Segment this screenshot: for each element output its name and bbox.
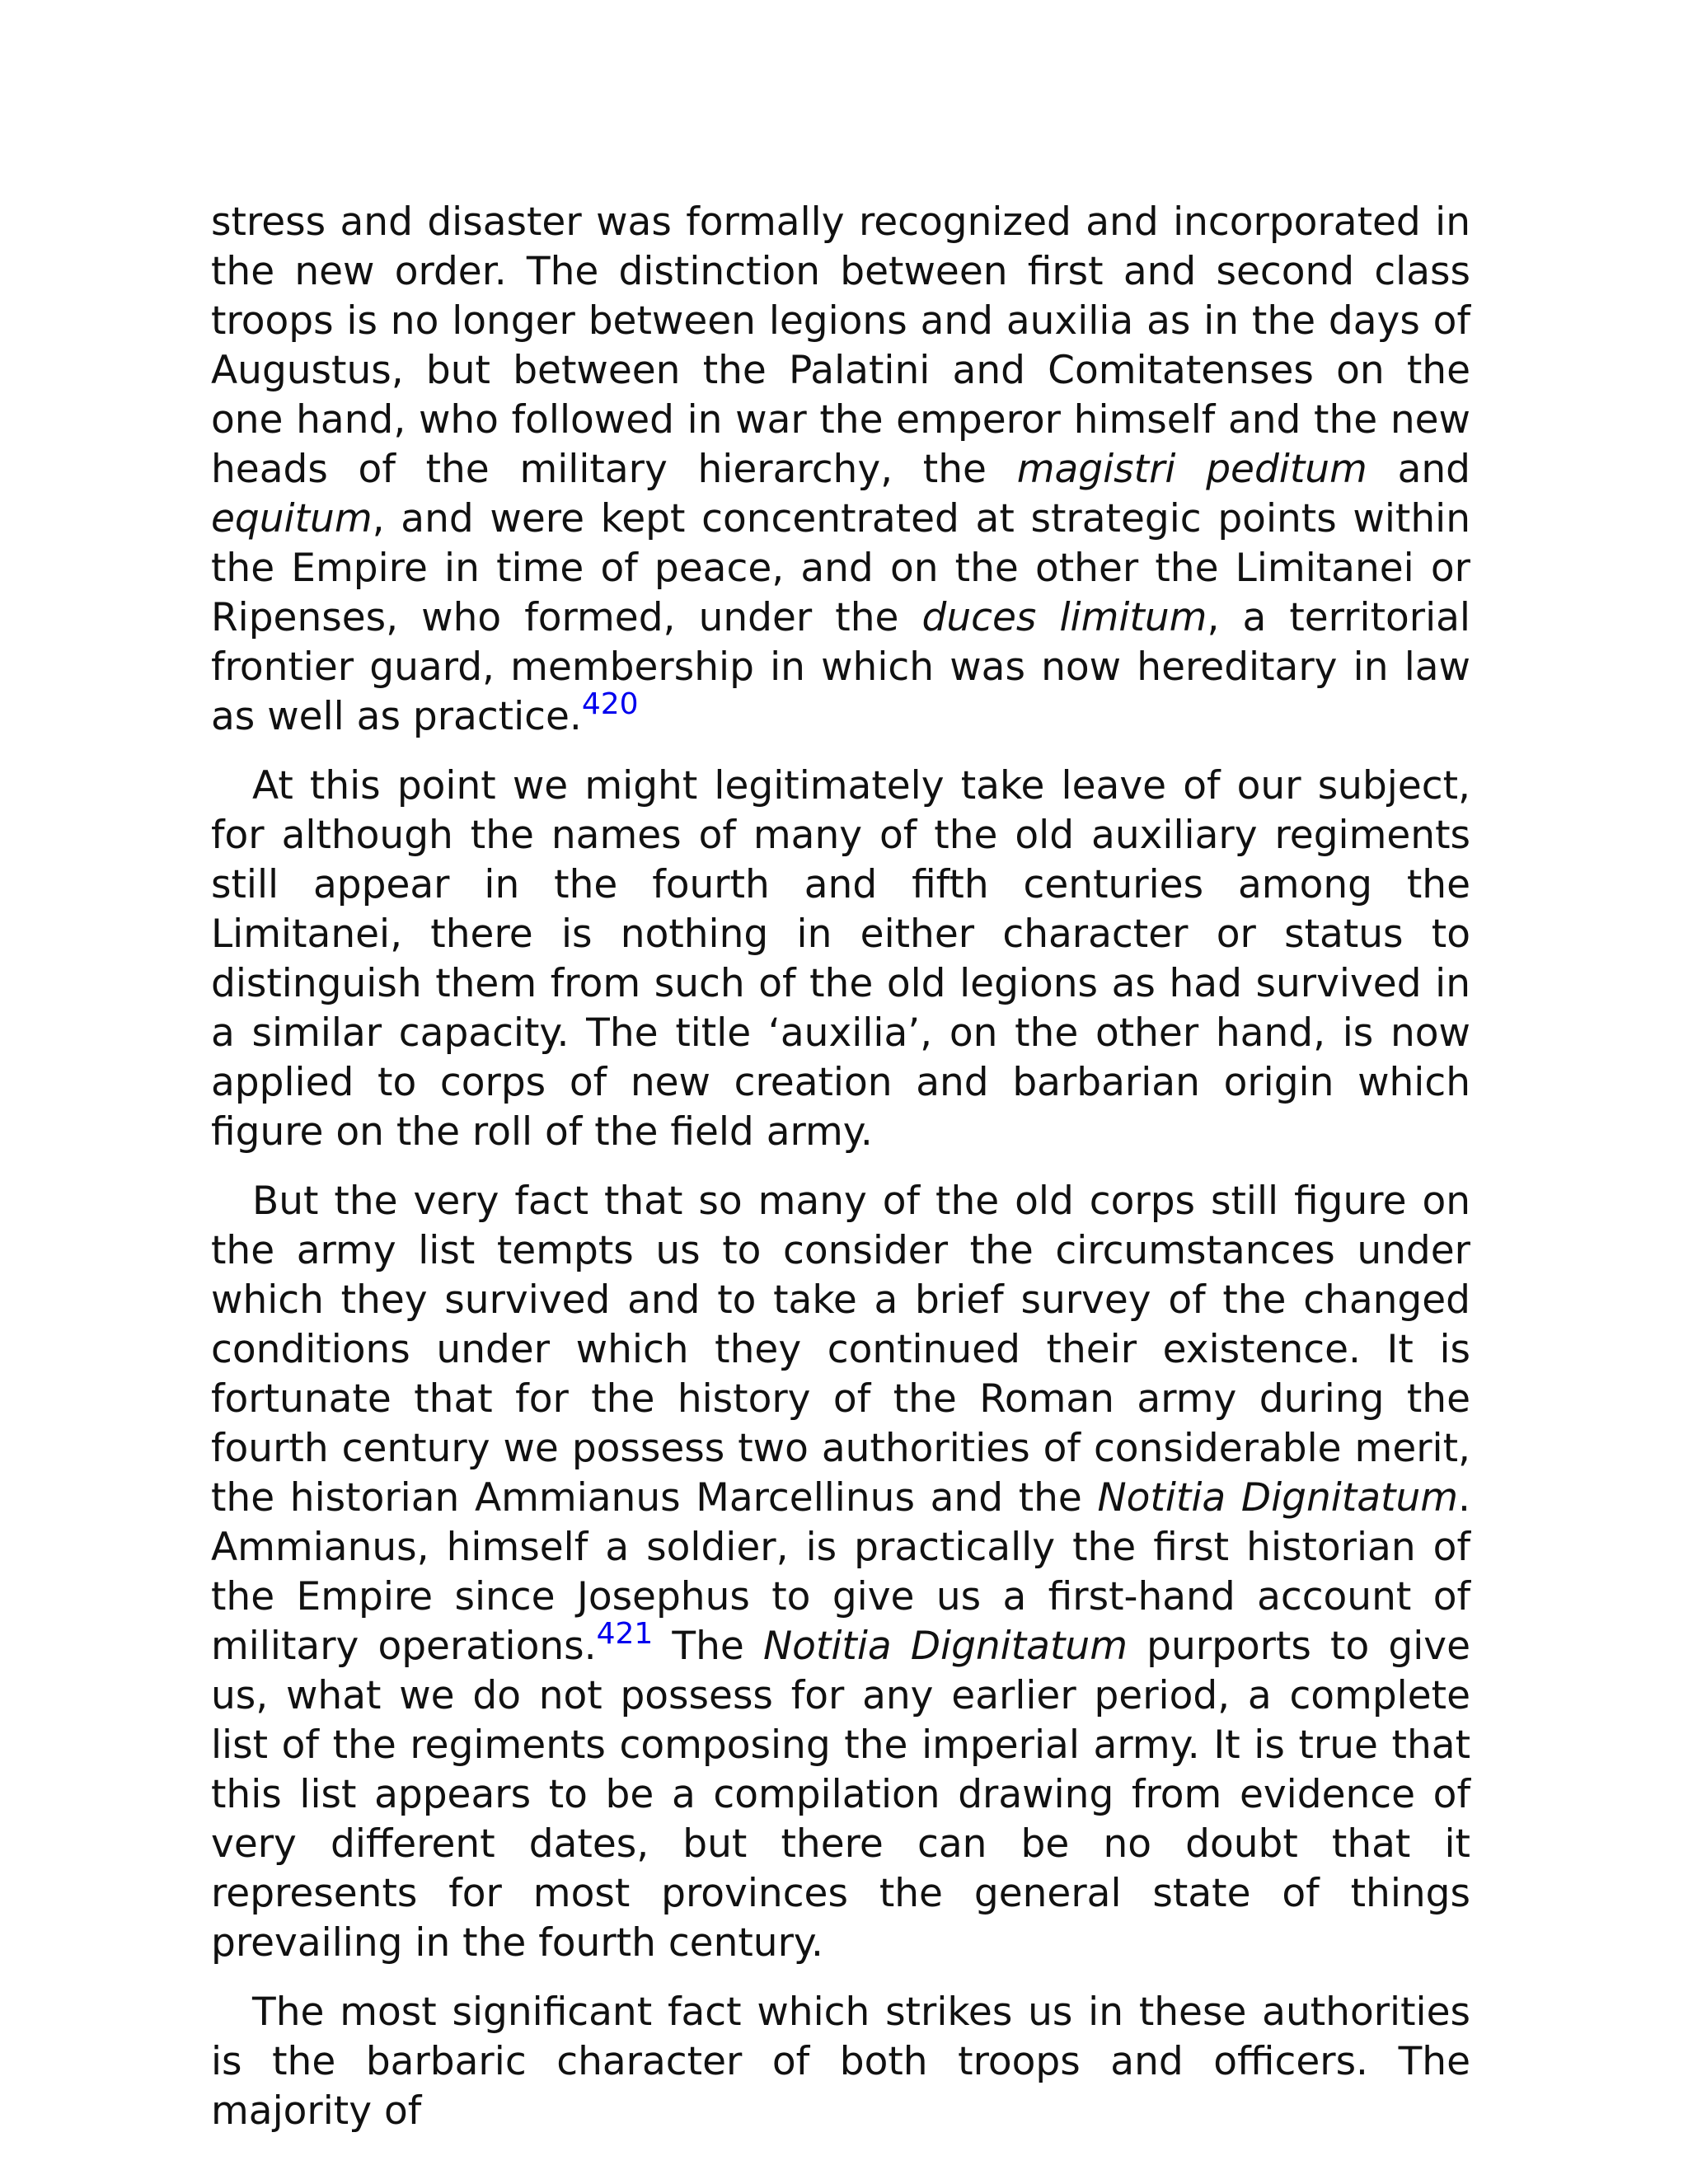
document-page — [211, 198, 1470, 2156]
text-run: stress and disaster was formally recognized and incorporated in the new order. The distinction between first and second class troops is no longer between legions and auxilia as in the days of Augustus, but between the Palatini and Comitatenses on the one hand, who followed in war the emperor himself and the new heads of the military hierarchy, the — [211, 199, 1470, 492]
text-run: , and were kept concentrated at strategic points within the Empire in time of peace, and on the other the Limitanei or Ripenses, who formed, under the — [211, 496, 1470, 640]
italic-term-equitum: equitum — [211, 496, 373, 541]
paragraph-1 — [211, 198, 1470, 742]
text-run: purports to give us, what we do not possess for any earlier period, a complete list of the regiments composing the imperial army. It is true that this list appears to be a compilation drawing from evidence of very different dates, but there can be no doubt that it represents for most provinces the general state of things prevailing in the fourth century. — [211, 1624, 1470, 1966]
paragraph-4 — [211, 1988, 1470, 2136]
text-run: The — [653, 1624, 763, 1669]
footnote-link-421[interactable]: 421 — [596, 1617, 654, 1651]
footnote-link-420[interactable]: 420 — [581, 687, 639, 721]
italic-title-notitia-dignitatum: Notitia Dignitatum — [762, 1624, 1128, 1669]
italic-term-magistri-peditum: magistri peditum — [1016, 447, 1367, 492]
italic-term-duces-limitum: duces limitum — [921, 595, 1207, 640]
paragraph-3 — [211, 1177, 1470, 1968]
text-run: At this point we might legitimately take leave of our subject, for although the names of many of the old auxiliary regiments still appear in the fourth and fifth centuries among the Limitanei, there is nothing in either character or status to distinguish them from such of the old legions as had survived in a similar capacity. The title ‘auxilia’, on the other hand, is now applied to corps of new creation and barbarian origin which figure on the roll of the field army. — [211, 763, 1470, 1155]
text-run: The most significant fact which strikes us in these authorities is the barbaric character of both troops and officers. The majority of — [211, 1990, 1470, 2134]
italic-title-notitia-dignitatum: Notitia Dignitatum — [1097, 1475, 1459, 1521]
text-run: But the very fact that so many of the old corps still figure on the army list tempts us to consider the circumstances under which they survived and to take a brief survey of the changed conditions under which they continued their existence. It is fortunate that for the history of the Roman army during the fourth century we possess two authorities of considerable merit, the historian Ammianus Marcellinus and the — [211, 1179, 1470, 1521]
text-run: , a territorial frontier guard, membership in which was now hereditary in law as well as practice. — [211, 595, 1470, 739]
paragraph-2 — [211, 762, 1470, 1157]
text-run: and — [1367, 447, 1470, 492]
text-run: . Ammianus, himself a soldier, is practically the first historian of the Empire since Josephus to give us a first-hand account of military operations. — [211, 1475, 1470, 1669]
